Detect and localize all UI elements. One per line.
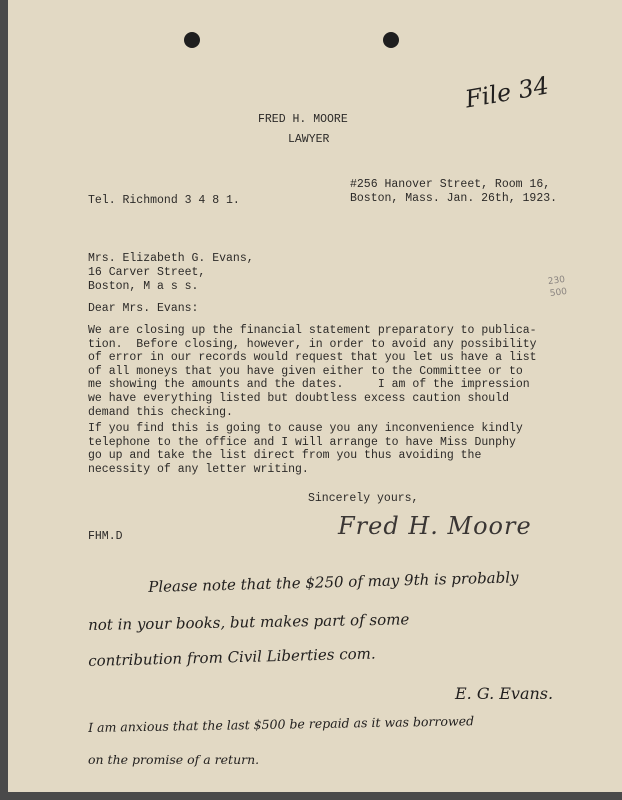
punch-hole-right bbox=[383, 32, 399, 48]
recipient-line-2: 16 Carver Street, bbox=[88, 266, 206, 279]
address-line-1: #256 Hanover Street, Room 16, bbox=[350, 178, 551, 191]
handwritten-signature-evans: E. G. Evans. bbox=[455, 684, 554, 703]
closing: Sincerely yours, bbox=[308, 492, 419, 505]
body-paragraph-2: If you find this is going to cause you any inconvenience kindly telephone to the office and I will arrange to have Miss Dunphy go up and take the list direct from you thus avoiding the necessity of any letter writing. bbox=[88, 422, 523, 476]
handwritten-line-1: Please note that the $250 of may 9th is probably bbox=[148, 568, 519, 596]
typist-initials: FHM.D bbox=[88, 530, 123, 543]
scan-edge-left bbox=[0, 0, 8, 800]
address-line-2: Boston, Mass. Jan. 26th, 1923. bbox=[350, 192, 558, 205]
handwritten-postscript-line-2: on the promise of a return. bbox=[88, 752, 260, 767]
salutation: Dear Mrs. Evans: bbox=[88, 302, 199, 315]
signature-fred-moore: Fred H. Moore bbox=[338, 512, 532, 540]
scan-edge-bottom bbox=[0, 792, 622, 800]
recipient-line-1: Mrs. Elizabeth G. Evans, bbox=[88, 252, 254, 265]
pencil-note-1: 230 bbox=[547, 274, 566, 288]
handwritten-postscript-line-1: I am anxious that the last $500 be repaid as it was borrowed bbox=[88, 713, 475, 735]
letterhead-name: FRED H. MOORE bbox=[258, 113, 348, 126]
pencil-note-2: 500 bbox=[549, 286, 568, 300]
body-paragraph-1: We are closing up the financial statement preparatory to publica- tion. Before closing, however, in order to avoid any possibility of error in our records would request that you let us have a list of all moneys that you have given either to the Committee or to me showing the amounts and the dates. I am of the impression we have everything listed but doubtless excess caution should demand this checking. bbox=[88, 324, 537, 419]
recipient-line-3: Boston, M a s s. bbox=[88, 280, 199, 293]
letterhead-title: LAWYER bbox=[288, 133, 330, 146]
handwritten-line-3: contribution from Civil Liberties com. bbox=[88, 644, 376, 670]
file-note: File 34 bbox=[463, 71, 551, 114]
handwritten-line-2: not in your books, but makes part of some bbox=[88, 610, 410, 634]
punch-hole-left bbox=[184, 32, 200, 48]
telephone: Tel. Richmond 3 4 8 1. bbox=[88, 194, 240, 207]
